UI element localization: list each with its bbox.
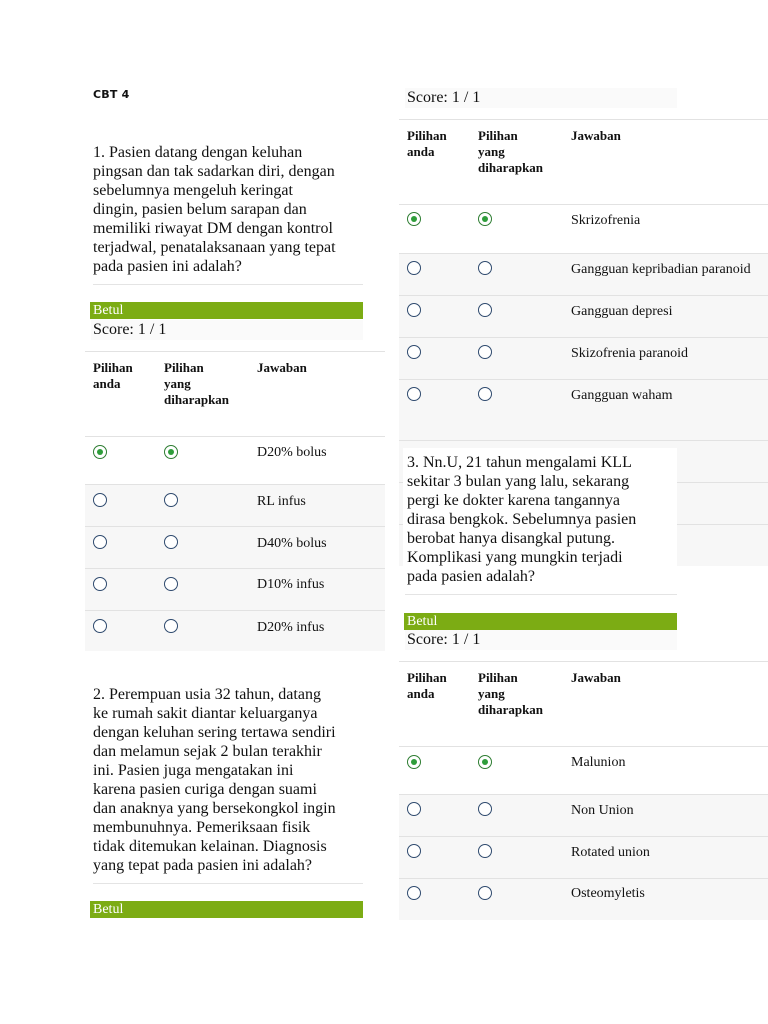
expected-radio [164, 619, 178, 633]
answer-label: Gangguan waham [571, 388, 673, 403]
question-divider [93, 284, 363, 285]
chosen-radio[interactable] [407, 886, 421, 900]
table-header [399, 661, 768, 746]
expected-radio [164, 493, 178, 507]
question-divider [405, 594, 677, 595]
answer-label: Skizofrenia paranoid [571, 346, 689, 361]
expected-radio [478, 212, 492, 226]
header-pilihan-anda: Pilihan anda [93, 360, 133, 391]
question-2-text: 2. Perempuan usia 32 tahun, datang ke rumah sakit diantar keluarganya dengan keluhan sering tertawa sendiri dan melamun sejak 2 bulan terakhir ini. Pasien juga mengatakan ini karena pasien curiga dengan suami dan anaknya yang bersekongkol ingin membunuhnya. Pemeriksaan fisik tidak ditemukan kelainan. Diagnosis yang tepat pada pasien ini adalah? [93, 686, 336, 874]
answer-row [399, 204, 768, 253]
answer-row [399, 253, 768, 295]
answer-table-q3 [399, 661, 768, 920]
score-text: Score: 1 / 1 [405, 88, 677, 108]
header-jawaban: Jawaban [571, 128, 621, 143]
table-header [85, 351, 385, 436]
question-divider [93, 883, 363, 884]
expected-radio [164, 535, 178, 549]
header-pilihan-anda: Pilihan anda [407, 128, 447, 159]
expected-radio [478, 802, 492, 816]
answer-row [399, 836, 768, 878]
header-pilihan-diharapkan: Pilihan yang diharapkan [478, 670, 544, 717]
expected-radio [478, 261, 492, 275]
score-text: Score: 1 / 1 [405, 630, 677, 650]
header-jawaban: Jawaban [257, 360, 307, 375]
answer-label: Osteomyletis [571, 886, 645, 901]
chosen-radio[interactable] [93, 577, 107, 591]
chosen-radio[interactable] [407, 303, 421, 317]
document-title: CBT 4 [93, 88, 130, 101]
expected-radio [478, 387, 492, 401]
answer-row [399, 337, 768, 379]
question-1-text: 1. Pasien datang dengan keluhan pingsan dan tak sadarkan diri, dengan sebelumnya mengeluh keringat dingin, pasien belum sarapan dan memiliki riwayat DM dengan kontrol terjadwal, penatalaksanaan yang tepat pada pasien ini adalah? [93, 144, 336, 275]
answer-label: D20% bolus [257, 445, 327, 460]
answer-label: Gangguan kepribadian paranoid [571, 262, 751, 277]
answer-row [85, 436, 385, 484]
header-pilihan-anda: Pilihan anda [407, 670, 447, 701]
result-badge: Betul [90, 901, 363, 918]
chosen-radio[interactable] [407, 844, 421, 858]
chosen-radio[interactable] [407, 387, 421, 401]
expected-radio [478, 755, 492, 769]
answer-label: Gangguan depresi [571, 304, 673, 319]
expected-radio [164, 445, 178, 459]
chosen-radio[interactable] [407, 261, 421, 275]
chosen-radio[interactable] [93, 493, 107, 507]
answer-row [399, 878, 768, 920]
answer-label: RL infus [257, 494, 306, 509]
expected-radio [478, 345, 492, 359]
chosen-radio[interactable] [407, 345, 421, 359]
answer-row [85, 610, 385, 651]
chosen-radio[interactable] [407, 802, 421, 816]
expected-radio [478, 886, 492, 900]
answer-label: Skrizofrenia [571, 213, 641, 228]
header-pilihan-diharapkan: Pilihan yang diharapkan [478, 128, 544, 175]
answer-label: Rotated union [571, 845, 650, 860]
answer-row [399, 794, 768, 836]
chosen-radio[interactable] [93, 535, 107, 549]
chosen-radio[interactable] [93, 445, 107, 459]
expected-radio [164, 577, 178, 591]
score-text: Score: 1 / 1 [91, 320, 363, 340]
answer-row [399, 379, 768, 440]
answer-row [399, 295, 768, 337]
answer-label: Non Union [571, 803, 634, 818]
chosen-radio[interactable] [407, 755, 421, 769]
question-3-text: 3. Nn.U, 21 tahun mengalami KLL sekitar 3 bulan yang lalu, sekarang pergi ke dokter karena tangannya dirasa bengkok. Sebelumnya pasien berobat hanya disangkal putung. Komplikasi yang mungkin terjadi pada pasien adalah? [407, 454, 637, 585]
result-badge: Betul [404, 613, 677, 630]
chosen-radio[interactable] [407, 212, 421, 226]
answer-label: D20% infus [257, 620, 325, 635]
result-badge: Betul [90, 302, 363, 319]
answer-label: Malunion [571, 755, 626, 770]
answer-label: D40% bolus [257, 536, 327, 551]
header-pilihan-diharapkan: Pilihan yang diharapkan [164, 360, 230, 407]
answer-label: D10% infus [257, 577, 325, 592]
header-jawaban: Jawaban [571, 670, 621, 685]
table-header [399, 119, 768, 204]
answer-row [85, 568, 385, 610]
answer-row [399, 746, 768, 794]
chosen-radio[interactable] [93, 619, 107, 633]
expected-radio [478, 844, 492, 858]
question-3-box [403, 448, 677, 594]
expected-radio [478, 303, 492, 317]
answer-table-q1 [85, 351, 385, 651]
answer-row [85, 484, 385, 526]
answer-row [85, 526, 385, 568]
